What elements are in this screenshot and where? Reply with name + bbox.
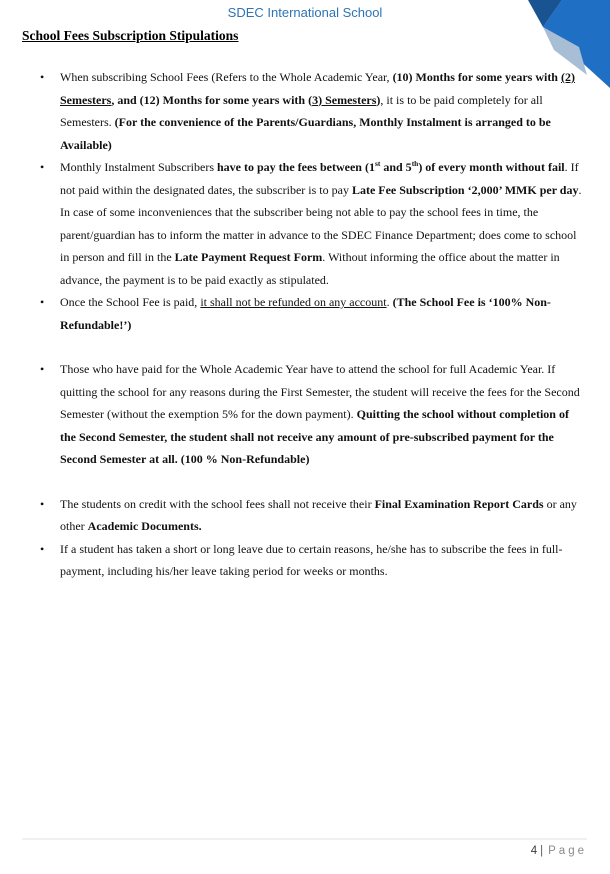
footer-divider-line bbox=[22, 838, 587, 840]
text-run: Late Fee Subscription ‘2,000’ MMK per day bbox=[351, 182, 579, 197]
text-run: . If not paid within the designated dates, the subscriber is to pay bbox=[60, 160, 579, 197]
page-title: School Fees Subscription Stipulations bbox=[22, 28, 239, 43]
text-run: The students on credit with the school fees shall not receive their bbox=[60, 496, 375, 511]
paragraph bbox=[60, 156, 587, 291]
text-run: ) bbox=[376, 92, 381, 107]
list-item bbox=[40, 493, 587, 538]
text-run: When subscribing School Fees (Refers to the Whole Academic Year, bbox=[60, 70, 393, 84]
page-header bbox=[0, 5, 610, 20]
paragraph bbox=[60, 291, 587, 336]
text-run: or any other bbox=[60, 496, 577, 533]
text-run: (2) Semesters bbox=[60, 70, 575, 107]
text-run: 3) Semesters bbox=[312, 92, 377, 107]
bullet-marker: • bbox=[40, 70, 45, 84]
bullet-marker: • bbox=[40, 295, 45, 309]
text-run: Once the School Fee is paid, bbox=[60, 295, 201, 309]
text-run: (10) Months for some years with bbox=[392, 70, 561, 84]
text-run: Late Payment Request Form bbox=[174, 250, 323, 264]
bullet-marker: • bbox=[40, 541, 45, 556]
list-item bbox=[40, 66, 587, 156]
page-number: 4 bbox=[530, 845, 538, 857]
text-run: Academic Documents. bbox=[87, 519, 202, 533]
text-run: Quitting the school without completion of the Second Semester, the student shall not receive any amount of pre-subscribed payment for the Second Semester at all. (100 % Non-Refundable) bbox=[60, 407, 569, 466]
text-run: have to pay the fees between (1 bbox=[216, 160, 375, 174]
text-run: . Without informing the office about the matter in advance, the payment is to be paid exactly as stipulated. bbox=[60, 250, 560, 287]
text-run: If a student has taken a short or long leave due to certain reasons, he/she has to subscribe the fees in full-payment, including his/her leave taking period for weeks or months. bbox=[60, 541, 563, 578]
text-run: and 5 bbox=[380, 160, 412, 174]
text-run: it shall not be refunded on any account bbox=[200, 295, 387, 309]
paragraph bbox=[60, 493, 587, 538]
text-run: (For the convenience of the Parents/Guardians, Monthly Instalment is arranged to be Available) bbox=[60, 115, 551, 152]
text-run: Those who have paid for the Whole Academic Year have to attend the school for full Academic Year. If quitting the school for any reasons during the First Semester, the student will receive the fees for the Second Semester (without the exemption 5% for the down payment). bbox=[60, 362, 580, 421]
list-item bbox=[40, 291, 587, 336]
footer-separator: | bbox=[540, 845, 544, 857]
bullet-marker: • bbox=[40, 160, 45, 174]
text-run: , it is to be paid completely for all Semesters. bbox=[60, 92, 543, 129]
list-item bbox=[40, 358, 587, 471]
school-name: SDEC International School bbox=[227, 5, 383, 20]
list-item bbox=[40, 156, 587, 291]
paragraph bbox=[60, 66, 587, 156]
text-run: . In case of some inconveniences that the subscriber being not able to pay the school fees in time, the parent/guardian has to inform the matter in advance to the SDEC Finance Department; does come to school in person and fill in the bbox=[60, 182, 582, 264]
text-run: st bbox=[374, 159, 381, 168]
paragraph bbox=[60, 358, 587, 471]
page-footer bbox=[531, 845, 587, 857]
page-word: Page bbox=[548, 845, 587, 857]
bullet-marker: • bbox=[40, 496, 45, 511]
text-run: . bbox=[386, 295, 393, 309]
bullet-list bbox=[40, 66, 587, 583]
list-item bbox=[40, 538, 587, 583]
text-run: (The School Fee is ‘100% Non-Refundable!’) bbox=[60, 295, 551, 332]
text-run: Monthly Instalment Subscribers bbox=[60, 160, 217, 174]
bullet-marker: • bbox=[40, 362, 45, 376]
paragraph bbox=[60, 538, 587, 583]
text-run: th bbox=[411, 159, 419, 168]
text-run: Final Examination Report Cards bbox=[374, 496, 544, 511]
text-run: ) of every month without fail bbox=[418, 160, 565, 174]
text-run: , and (12) Months for some years with ( bbox=[111, 92, 313, 107]
